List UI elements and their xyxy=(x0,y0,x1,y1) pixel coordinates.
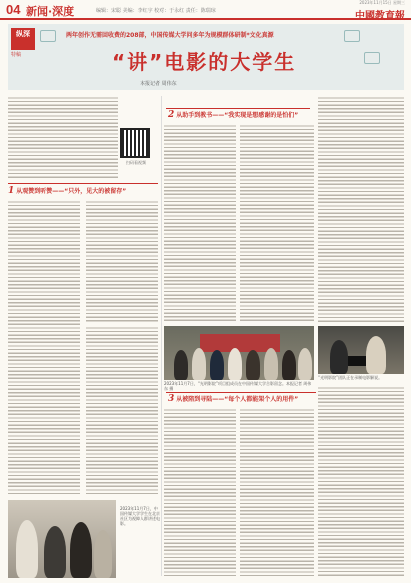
section-title: 从观赞到听赞——“只外，见大的被留存” xyxy=(16,188,127,195)
issue-date: 2023年11月15日 星期三 xyxy=(359,0,405,5)
person-figure xyxy=(70,522,92,578)
feature-subtitle: 两年创作无需回收费的208部，中国传媒大学问多年为规模群体研制*文化真源 xyxy=(66,32,274,39)
section-heading-2 xyxy=(168,110,298,120)
qr-code[interactable] xyxy=(120,128,150,158)
section-divider xyxy=(166,108,310,109)
feature-tag: 纵深 xyxy=(11,28,35,50)
article-text xyxy=(164,124,236,322)
photo-caption: “光明影院”团队正在录制电影解说。 xyxy=(318,375,383,380)
group-photo xyxy=(164,326,314,380)
person-figure xyxy=(210,350,224,380)
editor-meta: 编辑：宋聪 美编：李红宇 校对：于永红 责任：陈瑞琼 xyxy=(96,8,216,14)
film-icon xyxy=(344,30,360,42)
person-figure xyxy=(282,350,296,380)
feature-tag-sub: 特稿 xyxy=(11,52,22,58)
section-number: 2 xyxy=(168,110,175,120)
article-text xyxy=(8,96,118,178)
feature-headline: “讲”电影的大学生 xyxy=(112,50,297,74)
photo-caption: 2023年11月7日，中国传媒大学学生在北京社区为视障人群讲述电影。 xyxy=(120,506,160,526)
section-title: 从助手到教书——“我实现是想感谢的是怕们” xyxy=(176,112,299,119)
section-number: 1 xyxy=(8,186,15,196)
person-figure xyxy=(298,348,312,380)
section-title: 从被陪到寻陆——“每个人都能架个人的用件” xyxy=(176,396,299,403)
person-figure xyxy=(366,336,386,374)
article-text xyxy=(8,200,80,496)
masthead: 中國教育報 xyxy=(355,11,405,22)
article-text xyxy=(164,408,236,576)
qr-caption: 扫码看视频 xyxy=(126,160,146,165)
section-name: 新闻·深度 xyxy=(26,5,75,18)
person-figure xyxy=(228,348,242,380)
article-text xyxy=(86,200,158,322)
person-figure xyxy=(246,350,260,380)
article-text xyxy=(318,96,404,322)
section-number: 3 xyxy=(168,394,175,404)
recording-photo xyxy=(318,326,404,374)
column-divider xyxy=(161,96,162,576)
section-heading-3 xyxy=(168,394,298,404)
article-text xyxy=(86,326,158,496)
byline: 本报记者 周伟东 xyxy=(140,81,177,87)
community-photo xyxy=(8,500,116,578)
film-icon xyxy=(364,52,380,64)
person-figure xyxy=(94,530,112,578)
person-figure xyxy=(174,350,188,380)
photo-caption: 2023年11月7日，“光明影院”项目组成员在中国传媒大学合影留念。本报记者 周伟东 摄 xyxy=(164,381,312,391)
person-figure xyxy=(44,526,66,578)
person-figure xyxy=(16,520,38,578)
page-number: 04 xyxy=(6,2,21,17)
section-divider xyxy=(166,392,316,393)
article-text xyxy=(318,386,404,576)
section-heading-1 xyxy=(8,186,126,196)
article-text xyxy=(240,408,314,576)
film-icon xyxy=(40,30,56,42)
person-figure xyxy=(330,340,348,374)
laptop-image xyxy=(348,356,366,366)
person-figure xyxy=(264,348,278,380)
article-text xyxy=(240,124,314,322)
section-divider xyxy=(8,183,158,184)
person-figure xyxy=(192,348,206,380)
